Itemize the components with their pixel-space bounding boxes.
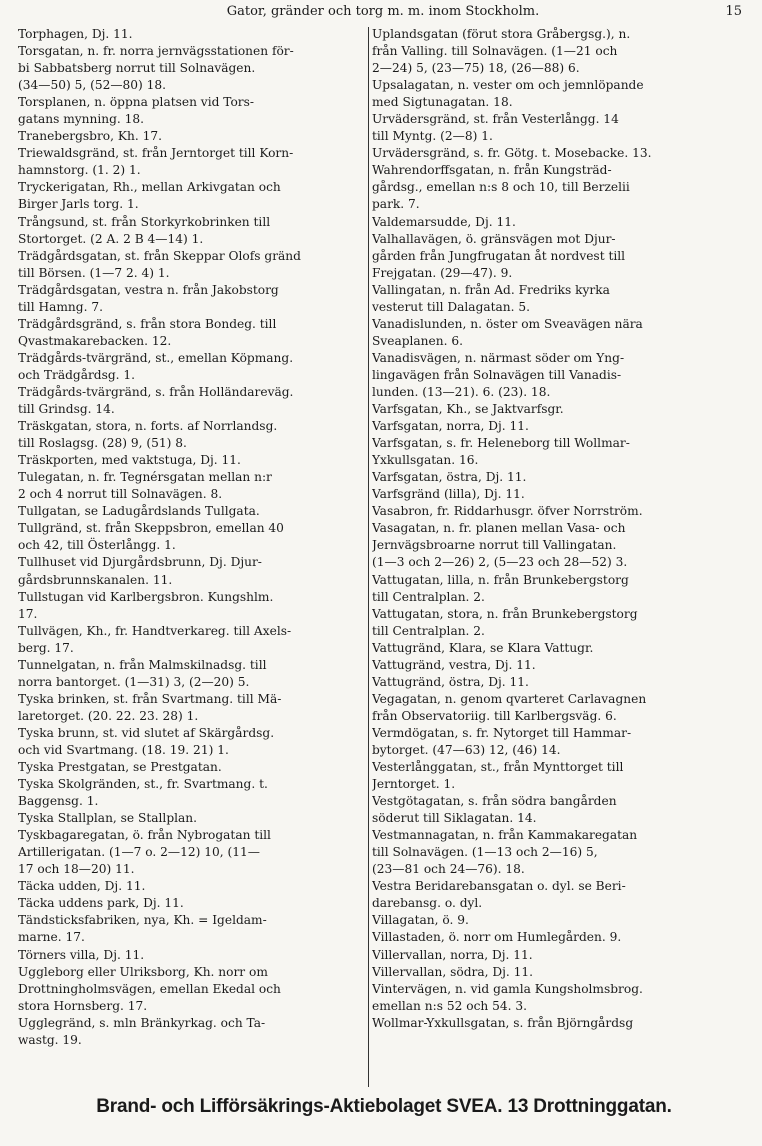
right-column	[372, 26, 750, 1032]
entry-line: wastg. 19.	[18, 1032, 82, 1047]
entry-line: Vattugränd, östra, Dj. 11.	[372, 674, 529, 689]
entry-line: och Trädgårdsg. 1.	[18, 367, 136, 382]
entry-line: gårdsg., emellan n:s 8 och 10, till Berzelii	[372, 180, 630, 195]
column-divider	[368, 27, 369, 1087]
entry-line: Vesterlånggatan, st., från Mynttorget till	[372, 760, 624, 775]
entry-line: Vintervägen, n. vid gamla Kungsholmsbrog.	[372, 981, 643, 996]
entry-line: Vattugränd, Klara, se Klara Vattugr.	[372, 640, 594, 655]
entry-line: Torsgatan, n. fr. norra jernvägsstationen för-	[18, 44, 294, 59]
entry-line: Baggensg. 1.	[18, 794, 99, 809]
page-number: 15	[725, 4, 742, 19]
entry-line: emellan n:s 52 och 54. 3.	[372, 998, 528, 1013]
entry-line: 17 och 18—20) 11.	[18, 862, 135, 877]
entry-line: Varfsgatan, Kh., se Jaktvarfsgr.	[372, 402, 564, 417]
entry-line: (23—81 och 24—76). 18.	[372, 862, 525, 877]
entry-line: bi Sabbatsberg norrut till Solnavägen.	[18, 61, 256, 76]
entry-line: och vid Svartmang. (18. 19. 21) 1.	[18, 742, 229, 757]
entry-line: från Valling. till Solnavägen. (1—21 och	[372, 44, 618, 59]
entry-line: park. 7.	[372, 197, 420, 212]
entry-line: Vattugränd, vestra, Dj. 11.	[372, 657, 536, 672]
entry-line: Villastaden, ö. norr om Humlegården. 9.	[372, 930, 622, 945]
entry-line: till Myntg. (2—8) 1.	[372, 129, 493, 144]
entry-line: Vanadislunden, n. öster om Sveavägen nära	[372, 316, 643, 331]
entry-line: (34—50) 5, (52—80) 18.	[18, 78, 167, 93]
entry-line: Trädgårdsgatan, st. från Skeppar Olofs gränd	[18, 248, 301, 263]
entry-line: till Roslagsg. (28) 9, (51) 8.	[18, 436, 187, 451]
entry-line: Träskporten, med vaktstuga, Dj. 11.	[18, 453, 241, 468]
entry-line: Tullstugan vid Karlbergsbron. Kungshlm.	[18, 589, 274, 604]
entry-line: Tranebergsbro, Kh. 17.	[18, 129, 162, 144]
entry-line: Artillerigatan. (1—7 o. 2—12) 10, (11—	[18, 845, 260, 860]
entry-line: Birger Jarls torg. 1.	[18, 197, 139, 212]
entry-line: Vasabron, fr. Riddarhusgr. öfver Norrström.	[372, 504, 643, 519]
entry-line: lunden. (13—21). 6. (23). 18.	[372, 384, 551, 399]
page-header	[18, 4, 748, 26]
entry-line: lingavägen från Solnavägen till Vanadis-	[372, 367, 622, 382]
entry-line: Torphagen, Dj. 11.	[18, 27, 133, 41]
entry-line: Törners villa, Dj. 11.	[18, 947, 145, 962]
entry-line: Varfsgatan, östra, Dj. 11.	[372, 470, 527, 485]
entry-line: Jernvägsbroarne norrut till Vallingatan.	[372, 538, 617, 553]
entry-line: hamnstorg. (1. 2) 1.	[18, 163, 141, 178]
entry-line: Tyska Stallplan, se Stallplan.	[18, 811, 198, 826]
entry-line: Urvädersgränd, st. från Vesterlångg. 14	[372, 112, 619, 127]
entry-line: Tyska Prestgatan, se Prestgatan.	[18, 760, 222, 775]
entry-line: Tändsticksfabriken, nya, Kh. = Igeldam-	[18, 913, 267, 928]
entry-line: gatans mynning. 18.	[18, 112, 145, 127]
entry-line: Wahrendorffsgatan, n. från Kungsträd-	[372, 163, 612, 178]
entry-line: 17.	[18, 606, 38, 621]
entry-line: Urvädersgränd, s. fr. Götg. t. Mosebacke. 13.	[372, 146, 652, 161]
entry-line: Trångsund, st. från Storkyrkobrinken till	[18, 214, 271, 229]
entry-line: marne. 17.	[18, 930, 85, 945]
entry-line: Vestmannagatan, n. från Kammakaregatan	[372, 828, 638, 843]
entry-line: bytorget. (47—63) 12, (46) 14.	[372, 742, 561, 757]
entry-line: Torsplanen, n. öppna platsen vid Tors-	[18, 95, 254, 110]
entry-line: Trädgårdsgatan, vestra n. från Jakobstorg	[18, 282, 279, 297]
entry-line: Tyskbagaregatan, ö. från Nybrogatan till	[18, 828, 271, 843]
entry-line: Ugglegränd, s. mln Bränkyrkag. och Ta-	[18, 1015, 266, 1030]
entry-line: Villervallan, södra, Dj. 11.	[372, 964, 534, 979]
entry-line: gården från Jungfrugatan åt nordvest till	[372, 248, 626, 263]
entry-line: Varfsgatan, norra, Dj. 11.	[372, 419, 529, 434]
entry-line: Villervallan, norra, Dj. 11.	[372, 947, 533, 962]
entry-line: Valdemarsudde, Dj. 11.	[372, 214, 516, 229]
entry-line: Vegagatan, n. genom qvarteret Carlavagnen	[372, 691, 647, 706]
entry-line: Tyska Skolgränden, st., fr. Svartmang. t.	[18, 777, 268, 792]
entry-line: gårdsbrunnskanalen. 11.	[18, 572, 173, 587]
entry-line: till Hamng. 7.	[18, 299, 103, 314]
entry-line: Vestra Beridarebansgatan o. dyl. se Beri-	[372, 879, 626, 894]
entry-line: Varfsgatan, s. fr. Heleneborg till Wollmar-	[372, 436, 630, 451]
entry-line: Vestgötagatan, s. från södra bangården	[372, 794, 617, 809]
entry-line: Tullhuset vid Djurgårdsbrunn, Dj. Djur-	[18, 555, 262, 570]
entry-line: Tullvägen, Kh., fr. Handtverkareg. till Axels-	[18, 623, 292, 638]
entry-line: söderut till Siklagatan. 14.	[372, 811, 537, 826]
page-title: Gator, gränder och torg m. m. inom Stockholm.	[226, 4, 540, 19]
entry-line: Vattugatan, stora, n. från Brunkebergstorg	[372, 606, 638, 621]
entry-line: Vallingatan, n. från Ad. Fredriks kyrka	[372, 282, 610, 297]
entry-line: 2—24) 5, (23—75) 18, (26—88) 6.	[372, 61, 580, 76]
advertisement-footer: Brand- och Lifförsäkrings-Aktiebolaget SVEA. 13 Drottninggatan.	[96, 1096, 672, 1117]
entry-line: Tyska brunn, st. vid slutet af Skärgårdsg.	[18, 725, 275, 740]
entry-line: Vanadisvägen, n. närmast söder om Yng-	[372, 350, 625, 365]
entry-line: 2 och 4 norrut till Solnavägen. 8.	[18, 487, 223, 502]
entry-line: Träskgatan, stora, n. forts. af Norrlandsg.	[18, 419, 278, 434]
entry-line: Wollmar-Yxkullsgatan, s. från Björngårdsg	[372, 1015, 634, 1030]
entry-line: vesterut till Dalagatan. 5.	[372, 299, 531, 314]
entry-line: från Observatoriig. till Karlbergsväg. 6.	[372, 708, 617, 723]
entry-line: Täcka udden, Dj. 11.	[18, 879, 146, 894]
entry-line: stora Hornsberg. 17.	[18, 998, 148, 1013]
entry-line: laretorget. (20. 22. 23. 28) 1.	[18, 708, 199, 723]
entry-line: Tulegatan, n. fr. Tegnérsgatan mellan n:r	[18, 470, 272, 485]
entry-line: till Grindsg. 14.	[18, 402, 115, 417]
entry-line: Trädgårdsgränd, s. från stora Bondeg. till	[18, 316, 277, 331]
entry-line: till Centralplan. 2.	[372, 623, 485, 638]
entry-line: Sveaplanen. 6.	[372, 333, 463, 348]
entry-line: Vattugatan, lilla, n. från Brunkebergstorg	[372, 572, 629, 587]
entry-line: Vermdögatan, s. fr. Nytorget till Hammar-	[372, 725, 632, 740]
entry-line: Yxkullsgatan. 16.	[372, 453, 479, 468]
entry-line: Uggleborg eller Ulriksborg, Kh. norr om	[18, 964, 268, 979]
entry-line: med Sigtunagatan. 18.	[372, 95, 513, 110]
entry-line: Valhallavägen, ö. gränsvägen mot Djur-	[372, 231, 616, 246]
entry-line: Tullgränd, st. från Skeppsbron, emellan 40	[18, 521, 284, 536]
entry-line: Varfsgränd (lilla), Dj. 11.	[372, 487, 525, 502]
entry-line: darebansg. o. dyl.	[372, 896, 483, 911]
entry-line: norra bantorget. (1—31) 3, (2—20) 5.	[18, 674, 250, 689]
entry-line: Qvastmakarebacken. 12.	[18, 333, 172, 348]
entry-line: Trädgårds-tvärgränd, st., emellan Köpmang.	[18, 350, 294, 365]
entry-line: Upsalagatan, n. vester om och jemnlöpande	[372, 78, 644, 93]
entry-line: till Börsen. (1—7 2. 4) 1.	[18, 265, 170, 280]
entry-line: Tryckerigatan, Rh., mellan Arkivgatan och	[18, 180, 281, 195]
entry-line: till Centralplan. 2.	[372, 589, 485, 604]
entry-line: Jerntorget. 1.	[372, 777, 456, 792]
entry-line: Triewaldsgränd, st. från Jerntorget till Korn-	[18, 146, 294, 161]
left-column	[18, 26, 368, 1049]
entry-line: Villagatan, ö. 9.	[372, 913, 469, 928]
entry-line: Drottningholmsvägen, emellan Ekedal och	[18, 981, 281, 996]
entry-line: Frejgatan. (29—47). 9.	[372, 265, 513, 280]
entry-line: till Solnavägen. (1—13 och 2—16) 5,	[372, 845, 598, 860]
entry-line: Tyska brinken, st. från Svartmang. till Mä-	[18, 691, 282, 706]
entry-line: Vasagatan, n. fr. planen mellan Vasa- och	[372, 521, 626, 536]
entry-line: Tullgatan, se Ladugårdslands Tullgata.	[18, 504, 260, 519]
entry-line: berg. 17.	[18, 640, 74, 655]
entry-line: Täcka uddens park, Dj. 11.	[18, 896, 184, 911]
entry-line: Uplandsgatan (förut stora Gråbergsg.), n.	[372, 27, 631, 41]
entry-line: (1—3 och 2—26) 2, (5—23 och 28—52) 3.	[372, 555, 628, 570]
entry-line: Tunnelgatan, n. från Malmskilnadsg. till	[18, 657, 267, 672]
entry-line: Trädgårds-tvärgränd, s. från Holländareväg.	[18, 384, 294, 399]
entry-line: Stortorget. (2 A. 2 B 4—14) 1.	[18, 231, 204, 246]
entry-line: och 42, till Österlångg. 1.	[18, 538, 176, 553]
